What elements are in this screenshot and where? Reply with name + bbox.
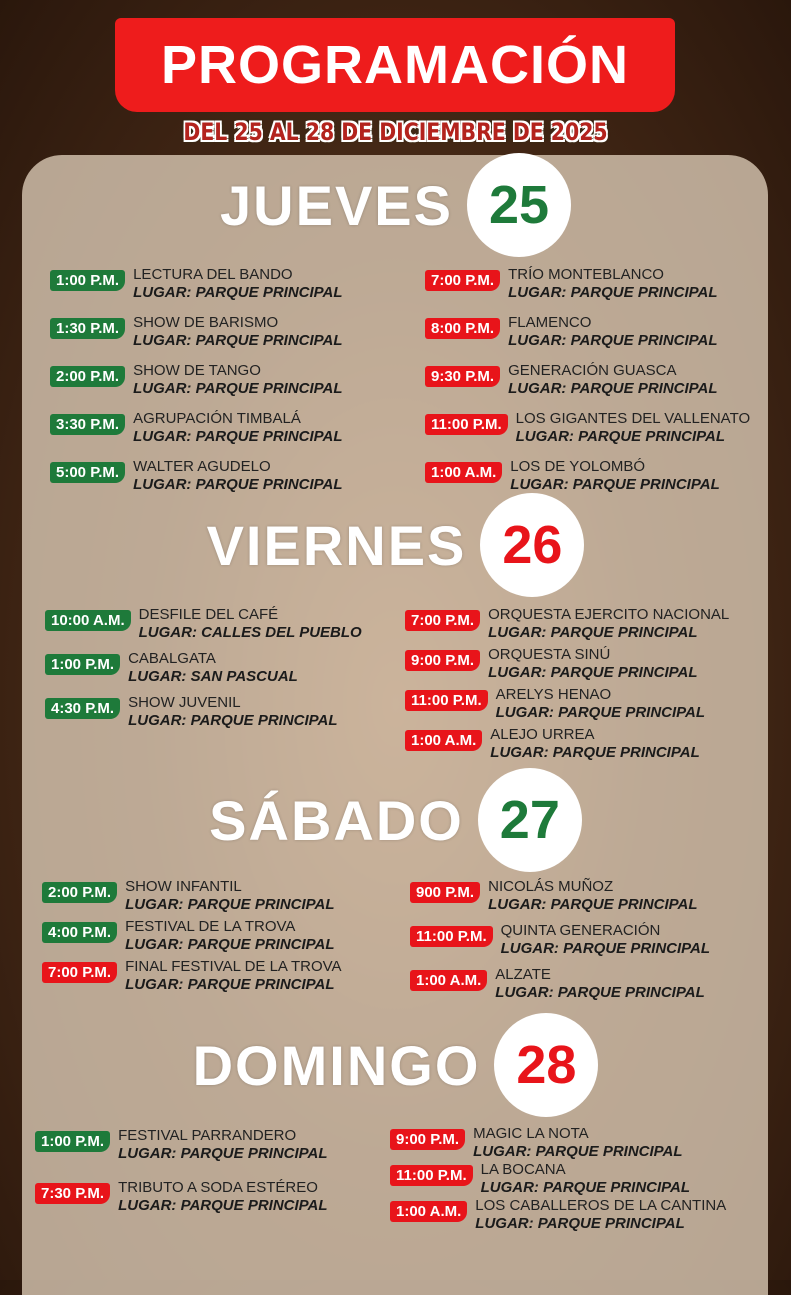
event-time-badge: 10:00 A.M. xyxy=(45,610,131,631)
day-section-viernes xyxy=(0,493,791,761)
event-place: LUGAR: PARQUE PRINCIPAL xyxy=(118,1145,328,1162)
event-time-badge: 9:00 P.M. xyxy=(405,650,480,671)
event-item xyxy=(50,266,343,302)
event-place: LUGAR: PARQUE PRINCIPAL xyxy=(495,704,706,721)
event-item xyxy=(42,878,342,914)
event-time-badge: 1:30 P.M. xyxy=(50,318,125,339)
event-item xyxy=(410,966,710,1002)
right-event-column xyxy=(390,1125,726,1233)
event-time-badge: 1:00 P.M. xyxy=(45,654,120,675)
day-section-domingo xyxy=(0,1013,791,1232)
event-item xyxy=(425,410,750,446)
event-title: LECTURA DEL BANDO xyxy=(133,266,293,283)
day-number-badge: 27 xyxy=(478,768,582,872)
event-item xyxy=(45,694,362,730)
event-time-badge: 7:00 P.M. xyxy=(425,270,500,291)
event-time-badge: 7:00 P.M. xyxy=(42,962,117,983)
page-title: PROGRAMACIÓN xyxy=(115,18,675,112)
event-time-badge: 1:00 A.M. xyxy=(390,1201,467,1222)
event-place: LUGAR: CALLES DEL PUEBLO xyxy=(138,624,362,641)
event-place: LUGAR: PARQUE PRINCIPAL xyxy=(508,284,718,301)
event-item xyxy=(425,266,750,302)
event-title: SHOW DE TANGO xyxy=(133,362,261,379)
event-title: FESTIVAL PARRANDERO xyxy=(118,1127,297,1144)
event-time-badge: 9:30 P.M. xyxy=(425,366,500,387)
event-place: LUGAR: PARQUE PRINCIPAL xyxy=(125,896,335,913)
event-time-badge: 2:00 P.M. xyxy=(50,366,125,387)
event-place: LUGAR: PARQUE PRINCIPAL xyxy=(133,476,343,493)
event-title: ALEJO URREA xyxy=(490,726,595,743)
day-number-badge: 25 xyxy=(467,153,571,257)
event-time-badge: 1:00 A.M. xyxy=(425,462,502,483)
event-time-badge: 5:00 P.M. xyxy=(50,462,125,483)
event-place: LUGAR: PARQUE PRINCIPAL xyxy=(133,428,343,445)
event-time-badge: 7:00 P.M. xyxy=(405,610,480,631)
event-item xyxy=(425,314,750,350)
day-name: DOMINGO xyxy=(192,1033,481,1097)
event-time-badge: 9:00 P.M. xyxy=(390,1129,465,1150)
event-place: LUGAR: PARQUE PRINCIPAL xyxy=(508,332,718,349)
event-item xyxy=(42,918,342,954)
day-name: VIERNES xyxy=(206,513,467,577)
event-place: LUGAR: PARQUE PRINCIPAL xyxy=(473,1143,683,1160)
event-time-badge: 1:00 A.M. xyxy=(410,970,487,991)
day-section-sábado xyxy=(0,768,791,1001)
event-item xyxy=(410,878,710,914)
right-event-column xyxy=(405,606,729,762)
event-title: CABALGATA xyxy=(128,650,216,667)
event-item xyxy=(425,458,750,494)
date-range-subtitle: DEL 25 AL 28 DE DICIEMBRE DE 2025 xyxy=(183,118,608,146)
event-item xyxy=(405,726,729,762)
event-item xyxy=(405,646,729,682)
event-place: LUGAR: PARQUE PRINCIPAL xyxy=(133,284,343,301)
event-title: FESTIVAL DE LA TROVA xyxy=(125,918,296,935)
event-place: LUGAR: PARQUE PRINCIPAL xyxy=(495,984,705,1001)
event-item xyxy=(50,314,343,350)
event-place: LUGAR: PARQUE PRINCIPAL xyxy=(118,1197,328,1214)
event-place: LUGAR: PARQUE PRINCIPAL xyxy=(125,936,335,953)
event-item xyxy=(50,458,343,494)
event-title: GENERACIÓN GUASCA xyxy=(508,362,677,379)
event-place: LUGAR: PARQUE PRINCIPAL xyxy=(490,744,700,761)
day-heading xyxy=(0,1013,791,1117)
day-number-badge: 28 xyxy=(494,1013,598,1117)
event-item xyxy=(50,362,343,398)
event-item xyxy=(35,1127,328,1163)
day-heading xyxy=(0,768,791,872)
event-item xyxy=(50,410,343,446)
event-place: LUGAR: PARQUE PRINCIPAL xyxy=(488,664,698,681)
right-event-column xyxy=(410,878,710,1002)
event-time-badge: 11:00 P.M. xyxy=(425,414,508,435)
event-title: MAGIC LA NOTA xyxy=(473,1125,589,1142)
event-place: LUGAR: PARQUE PRINCIPAL xyxy=(488,624,698,641)
event-title: TRÍO MONTEBLANCO xyxy=(508,266,664,283)
event-place: LUGAR: PARQUE PRINCIPAL xyxy=(515,428,726,445)
event-place: LUGAR: PARQUE PRINCIPAL xyxy=(125,976,335,993)
event-item xyxy=(390,1125,726,1161)
event-title: NICOLÁS MUÑOZ xyxy=(488,878,614,895)
event-title: ARELYS HENAO xyxy=(495,686,612,703)
left-event-column xyxy=(50,266,343,494)
event-item xyxy=(390,1197,726,1233)
event-item xyxy=(45,650,362,686)
event-item xyxy=(390,1161,726,1197)
day-name: JUEVES xyxy=(220,173,453,237)
left-event-column xyxy=(35,1127,328,1215)
event-time-badge: 11:00 P.M. xyxy=(410,926,493,947)
event-time-badge: 8:00 P.M. xyxy=(425,318,500,339)
left-event-column xyxy=(42,878,342,994)
event-place: LUGAR: PARQUE PRINCIPAL xyxy=(133,332,343,349)
event-title: DESFILE DEL CAFÉ xyxy=(138,606,279,623)
event-place: LUGAR: PARQUE PRINCIPAL xyxy=(508,380,718,397)
event-time-badge: 11:00 P.M. xyxy=(405,690,488,711)
event-item xyxy=(425,362,750,398)
event-title: SHOW INFANTIL xyxy=(125,878,242,895)
event-item xyxy=(405,686,729,722)
event-title: FLAMENCO xyxy=(508,314,592,331)
event-time-badge: 900 P.M. xyxy=(410,882,480,903)
event-title: ORQUESTA SINÚ xyxy=(488,646,611,663)
event-title: ORQUESTA EJERCITO NACIONAL xyxy=(488,606,730,623)
event-title: LA BOCANA xyxy=(480,1161,566,1178)
event-title: FINAL FESTIVAL DE LA TROVA xyxy=(125,958,342,975)
event-title: TRIBUTO A SODA ESTÉREO xyxy=(118,1179,318,1196)
event-title: LOS GIGANTES DEL VALLENATO xyxy=(515,410,751,427)
event-time-badge: 1:00 A.M. xyxy=(405,730,482,751)
day-number-badge: 26 xyxy=(480,493,584,597)
event-time-badge: 4:30 P.M. xyxy=(45,698,120,719)
event-time-badge: 4:00 P.M. xyxy=(42,922,117,943)
event-place: LUGAR: PARQUE PRINCIPAL xyxy=(480,1179,691,1196)
event-title: ALZATE xyxy=(495,966,551,983)
event-item xyxy=(45,606,362,642)
event-time-badge: 7:30 P.M. xyxy=(35,1183,110,1204)
event-time-badge: 2:00 P.M. xyxy=(42,882,117,903)
day-heading xyxy=(0,153,791,257)
event-title: WALTER AGUDELO xyxy=(133,458,271,475)
event-title: SHOW DE BARISMO xyxy=(133,314,279,331)
event-place: LUGAR: PARQUE PRINCIPAL xyxy=(488,896,698,913)
event-title: QUINTA GENERACIÓN xyxy=(500,922,661,939)
day-heading xyxy=(0,493,791,597)
event-time-badge: 1:00 P.M. xyxy=(50,270,125,291)
event-place: LUGAR: PARQUE PRINCIPAL xyxy=(475,1215,685,1232)
event-item xyxy=(35,1179,328,1215)
event-place: LUGAR: PARQUE PRINCIPAL xyxy=(128,712,338,729)
right-event-column xyxy=(425,266,750,494)
event-place: LUGAR: SAN PASCUAL xyxy=(128,668,298,685)
event-title: SHOW JUVENIL xyxy=(128,694,241,711)
event-place: LUGAR: PARQUE PRINCIPAL xyxy=(500,940,711,957)
event-place: LUGAR: PARQUE PRINCIPAL xyxy=(510,476,720,493)
day-section-jueves xyxy=(0,153,791,493)
event-item xyxy=(405,606,729,642)
event-time-badge: 1:00 P.M. xyxy=(35,1131,110,1152)
event-title: AGRUPACIÓN TIMBALÁ xyxy=(133,410,301,427)
event-place: LUGAR: PARQUE PRINCIPAL xyxy=(133,380,343,397)
event-title: LOS CABALLEROS DE LA CANTINA xyxy=(475,1197,727,1214)
left-event-column xyxy=(45,606,362,730)
event-item xyxy=(42,958,342,994)
event-time-badge: 11:00 P.M. xyxy=(390,1165,473,1186)
event-time-badge: 3:30 P.M. xyxy=(50,414,125,435)
event-title: LOS DE YOLOMBÓ xyxy=(510,458,646,475)
event-item xyxy=(410,922,710,958)
day-name: SÁBADO xyxy=(209,788,464,852)
